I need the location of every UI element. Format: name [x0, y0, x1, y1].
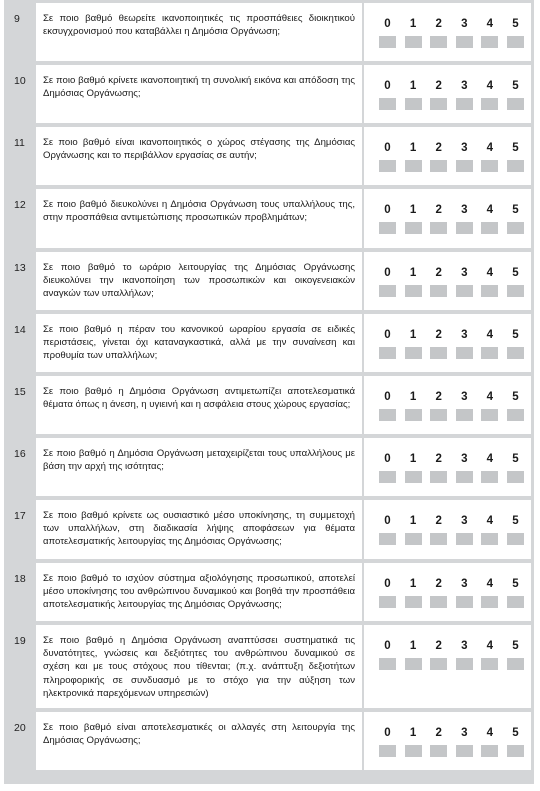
- question-number: 18: [14, 573, 26, 585]
- rating-checkbox-q13-0[interactable]: [379, 285, 396, 297]
- question-text-box: [36, 438, 362, 496]
- scale-label-0: 0: [384, 453, 391, 465]
- question-text: Σε ποιο βαθμό θεωρείτε ικανοποιητικές τις προσπάθειες διοικητικού εκσυγχρονισμού που καταβάλλει η Δημόσια Οργάνωση;: [43, 13, 355, 38]
- rating-checkbox-q12-3[interactable]: [456, 222, 473, 234]
- question-number: 14: [14, 324, 26, 336]
- scale-label-2: 2: [435, 142, 442, 154]
- rating-checkbox-q19-4[interactable]: [481, 658, 498, 670]
- rating-checkbox-q18-0[interactable]: [379, 596, 396, 608]
- rating-checkbox-q16-2[interactable]: [430, 471, 447, 483]
- question-number: 20: [14, 722, 26, 734]
- scale-label-2: 2: [435, 515, 442, 527]
- scale-checkboxes: [379, 471, 524, 483]
- rating-checkbox-q13-3[interactable]: [456, 285, 473, 297]
- scale-label-5: 5: [512, 142, 519, 154]
- rating-checkbox-q16-5[interactable]: [507, 471, 524, 483]
- rating-checkbox-q9-4[interactable]: [481, 36, 498, 48]
- question-row-10: [4, 62, 534, 123]
- scale-label-4: 4: [486, 515, 494, 527]
- question-text-box: [36, 500, 362, 559]
- rating-scale: [364, 500, 531, 559]
- questionnaire-page: [4, 0, 534, 784]
- rating-scale: [364, 314, 531, 372]
- scale-label-0: 0: [384, 578, 391, 590]
- scale-label-2: 2: [435, 267, 442, 279]
- scale-checkboxes: [379, 658, 524, 670]
- question-text-box: [36, 65, 362, 123]
- scale-label-3: 3: [461, 515, 468, 527]
- question-number: 16: [14, 448, 26, 460]
- rating-checkbox-q20-3[interactable]: [456, 745, 473, 757]
- scale-label-4: 4: [486, 80, 494, 92]
- rating-checkbox-q19-3[interactable]: [456, 658, 473, 670]
- rating-checkbox-q11-5[interactable]: [507, 160, 524, 172]
- question-number: 12: [14, 199, 26, 211]
- rating-checkbox-q20-5[interactable]: [507, 745, 524, 757]
- rating-checkbox-q15-5[interactable]: [507, 409, 524, 421]
- question-text: Σε ποιο βαθμό κρίνετε ικανοποιητική τη συνολική εικόνα και απόδοση της Δημόσιας Οργάνωσης;: [43, 75, 355, 100]
- scale-label-4: 4: [486, 142, 494, 154]
- scale-label-0: 0: [384, 267, 391, 279]
- rating-checkbox-q13-2[interactable]: [430, 285, 447, 297]
- scale-label-3: 3: [461, 727, 468, 739]
- question-row-14: [4, 311, 534, 372]
- rating-checkbox-q20-1[interactable]: [405, 745, 422, 757]
- rating-checkbox-q17-2[interactable]: [430, 533, 447, 545]
- scale-label-2: 2: [435, 453, 442, 465]
- scale-checkboxes: [379, 98, 524, 110]
- question-text: Σε ποιο βαθμό η Δημόσια Οργάνωση αναπτύσσει συστηματικά τις δυνατότητες, γνώσεις και δεξιότητες του ανθρώπινου δυναμικού σε σχέση και με τους στόχους που τίθενται; (π.χ. ανάπτυξη δεξιοτήτων πληροφορικής σε συνδυασμό με το στόχο για την αύξηση των ηλεκτρονικά παρεχόμενων υπηρεσιών): [43, 635, 355, 699]
- question-text-box: [36, 127, 362, 185]
- scale-label-2: 2: [435, 640, 442, 652]
- rating-checkbox-q15-3[interactable]: [456, 409, 473, 421]
- scale-label-4: 4: [486, 329, 494, 341]
- rating-checkbox-q20-0[interactable]: [379, 745, 396, 757]
- rating-checkbox-q17-0[interactable]: [379, 533, 396, 545]
- scale-labels: [379, 267, 524, 280]
- scale-label-1: 1: [409, 640, 417, 652]
- question-row-19: [4, 622, 534, 708]
- footer-bar: [4, 771, 534, 784]
- scale-label-4: 4: [486, 391, 494, 403]
- scale-label-5: 5: [512, 204, 519, 216]
- rating-scale: [364, 625, 531, 708]
- scale-label-1: 1: [409, 391, 417, 403]
- question-number: 19: [14, 635, 26, 647]
- rating-scale: [364, 376, 531, 434]
- rating-scale: [364, 3, 531, 61]
- rating-scale: [364, 712, 531, 770]
- scale-label-5: 5: [512, 391, 519, 403]
- rating-checkbox-q15-2[interactable]: [430, 409, 447, 421]
- scale-label-1: 1: [409, 267, 417, 279]
- scale-label-3: 3: [461, 391, 468, 403]
- scale-label-1: 1: [409, 578, 417, 590]
- rating-checkbox-q9-2[interactable]: [430, 36, 447, 48]
- rating-checkbox-q13-4[interactable]: [481, 285, 498, 297]
- scale-labels: [379, 727, 524, 740]
- rating-scale: [364, 189, 531, 248]
- rating-checkbox-q9-0[interactable]: [379, 36, 396, 48]
- scale-label-1: 1: [409, 329, 417, 341]
- rating-scale: [364, 127, 531, 185]
- scale-label-2: 2: [435, 18, 442, 30]
- scale-checkboxes: [379, 596, 524, 608]
- scale-label-3: 3: [461, 267, 468, 279]
- rating-checkbox-q18-3[interactable]: [456, 596, 473, 608]
- scale-label-5: 5: [512, 515, 519, 527]
- scale-label-2: 2: [435, 578, 442, 590]
- rating-checkbox-q15-1[interactable]: [405, 409, 422, 421]
- question-text: Σε ποιο βαθμό είναι ικανοποιητικός ο χώρος στέγασης της Δημόσιας Οργάνωσης και το περιβάλλον εργασίας σε αυτήν;: [43, 137, 355, 162]
- rating-checkbox-q14-3[interactable]: [456, 347, 473, 359]
- question-row-20: [4, 709, 534, 770]
- scale-label-4: 4: [486, 640, 494, 652]
- scale-label-2: 2: [435, 391, 442, 403]
- scale-checkboxes: [379, 533, 524, 545]
- question-number: 13: [14, 262, 26, 274]
- scale-checkboxes: [379, 347, 524, 359]
- scale-labels: [379, 515, 524, 528]
- scale-label-3: 3: [461, 80, 468, 92]
- rating-checkbox-q14-2[interactable]: [430, 347, 447, 359]
- rating-checkbox-q18-1[interactable]: [405, 596, 422, 608]
- question-text-box: [36, 3, 362, 61]
- rating-checkbox-q20-4[interactable]: [481, 745, 498, 757]
- scale-label-3: 3: [461, 640, 468, 652]
- scale-label-4: 4: [486, 267, 494, 279]
- rating-checkbox-q18-5[interactable]: [507, 596, 524, 608]
- question-text-box: [36, 314, 362, 372]
- scale-label-5: 5: [512, 640, 519, 652]
- question-text: Σε ποιο βαθμό είναι αποτελεσματικές οι αλλαγές στη λειτουργία της Δημόσιας Οργάνωσης;: [43, 722, 355, 747]
- scale-labels: [379, 391, 524, 404]
- rating-checkbox-q17-5[interactable]: [507, 533, 524, 545]
- scale-labels: [379, 578, 524, 591]
- rating-checkbox-q19-5[interactable]: [507, 658, 524, 670]
- question-text: Σε ποιο βαθμό η Δημόσια Οργάνωση αντιμετωπίζει αποτελεσματικά θέματα όπως η άνεση, η υγιεινή και η ασφάλεια στους χώρους εργασίας;: [43, 386, 355, 411]
- rating-checkbox-q9-3[interactable]: [456, 36, 473, 48]
- rating-checkbox-q10-5[interactable]: [507, 98, 524, 110]
- scale-label-1: 1: [409, 80, 417, 92]
- question-text-box: [36, 376, 362, 434]
- rating-checkbox-q12-0[interactable]: [379, 222, 396, 234]
- rating-checkbox-q17-1[interactable]: [405, 533, 422, 545]
- question-number: 11: [14, 137, 25, 149]
- question-text: Σε ποιο βαθμό η πέραν του κανονικού ωραρίου εργασία σε ειδικές περιστάσεις, γίνεται όχι καταναγκαστικά, αλλά με την συναίνεση και προθυμία των υπαλλήλων;: [43, 324, 355, 362]
- scale-label-0: 0: [384, 329, 391, 341]
- rating-checkbox-q14-1[interactable]: [405, 347, 422, 359]
- scale-label-0: 0: [384, 18, 391, 30]
- scale-label-3: 3: [461, 204, 468, 216]
- rating-scale: [364, 252, 531, 310]
- scale-label-3: 3: [461, 142, 468, 154]
- scale-label-3: 3: [461, 18, 468, 30]
- scale-label-0: 0: [384, 515, 391, 527]
- rating-scale: [364, 563, 531, 621]
- question-text-box: [36, 625, 362, 708]
- question-text: Σε ποιο βαθμό η Δημόσια Οργάνωση μεταχειρίζεται τους υπαλλήλους με βάση την αρχή της ισότητας;: [43, 448, 355, 473]
- scale-checkboxes: [379, 285, 524, 297]
- scale-label-2: 2: [435, 727, 442, 739]
- question-row-9: [4, 0, 534, 61]
- scale-labels: [379, 453, 524, 466]
- scale-label-1: 1: [409, 515, 417, 527]
- scale-checkboxes: [379, 36, 524, 48]
- scale-label-4: 4: [486, 18, 494, 30]
- scale-label-1: 1: [409, 18, 417, 30]
- question-row-18: [4, 560, 534, 621]
- scale-label-4: 4: [486, 578, 494, 590]
- rating-checkbox-q11-0[interactable]: [379, 160, 396, 172]
- rating-checkbox-q19-2[interactable]: [430, 658, 447, 670]
- question-number: 9: [14, 13, 20, 25]
- rating-checkbox-q15-0[interactable]: [379, 409, 396, 421]
- rating-checkbox-q17-3[interactable]: [456, 533, 473, 545]
- scale-label-4: 4: [486, 204, 494, 216]
- scale-label-1: 1: [409, 204, 417, 216]
- question-text-box: [36, 712, 362, 770]
- scale-labels: [379, 329, 524, 342]
- scale-checkboxes: [379, 409, 524, 421]
- scale-label-0: 0: [384, 204, 391, 216]
- question-text-box: [36, 189, 362, 248]
- question-row-15: [4, 373, 534, 434]
- scale-label-0: 0: [384, 727, 391, 739]
- scale-label-5: 5: [512, 329, 519, 341]
- question-text-box: [36, 252, 362, 310]
- rating-checkbox-q19-1[interactable]: [405, 658, 422, 670]
- scale-label-0: 0: [384, 391, 391, 403]
- scale-label-5: 5: [512, 578, 519, 590]
- question-row-11: [4, 124, 534, 185]
- rating-checkbox-q12-2[interactable]: [430, 222, 447, 234]
- scale-label-0: 0: [384, 80, 391, 92]
- rating-checkbox-q10-1[interactable]: [405, 98, 422, 110]
- rating-checkbox-q14-0[interactable]: [379, 347, 396, 359]
- question-row-17: [4, 497, 534, 559]
- scale-label-1: 1: [409, 142, 417, 154]
- question-row-12: [4, 186, 534, 248]
- scale-label-2: 2: [435, 204, 442, 216]
- rating-scale: [364, 65, 531, 123]
- question-text-box: [36, 563, 362, 621]
- rating-checkbox-q18-2[interactable]: [430, 596, 447, 608]
- scale-label-3: 3: [461, 453, 468, 465]
- question-text: Σε ποιο βαθμό κρίνετε ως ουσιαστικό μέσο υποκίνησης, τη συμμετοχή των υπαλλήλων, στη διαδικασία λήψης αποφάσεων για θέματα αποτελεσματικής λειτουργίας της Δημόσιας Οργάνωσης;: [43, 510, 355, 548]
- rating-checkbox-q13-5[interactable]: [507, 285, 524, 297]
- question-number: 17: [14, 510, 26, 522]
- rating-checkbox-q12-5[interactable]: [507, 222, 524, 234]
- question-number: 15: [14, 386, 26, 398]
- rating-checkbox-q15-4[interactable]: [481, 409, 498, 421]
- rating-checkbox-q11-4[interactable]: [481, 160, 498, 172]
- rating-checkbox-q19-0[interactable]: [379, 658, 396, 670]
- question-text: Σε ποιο βαθμό διευκολύνει η Δημόσια Οργάνωση τους υπαλλήλους της, στην προσπάθεια αντιμετώπισης προσωπικών προβλημάτων;: [43, 199, 355, 224]
- rating-checkbox-q11-2[interactable]: [430, 160, 447, 172]
- scale-label-5: 5: [512, 267, 519, 279]
- question-text: Σε ποιο βαθμό το ισχύον σύστημα αξιολόγησης προσωπικού, αποτελεί μέσο υποκίνησης του ανθρώπινου δυναμικού και βοηθά την προσπάθεια αποτελεσματικής λειτουργίας της Δημόσιας Οργάνωσης;: [43, 573, 355, 611]
- rating-checkbox-q10-2[interactable]: [430, 98, 447, 110]
- rating-checkbox-q12-1[interactable]: [405, 222, 422, 234]
- scale-labels: [379, 18, 524, 31]
- scale-labels: [379, 640, 524, 653]
- rating-checkbox-q10-3[interactable]: [456, 98, 473, 110]
- rating-checkbox-q16-0[interactable]: [379, 471, 396, 483]
- rating-checkbox-q12-4[interactable]: [481, 222, 498, 234]
- rating-checkbox-q11-1[interactable]: [405, 160, 422, 172]
- rating-checkbox-q14-5[interactable]: [507, 347, 524, 359]
- scale-checkboxes: [379, 160, 524, 172]
- scale-checkboxes: [379, 222, 524, 234]
- scale-label-0: 0: [384, 640, 391, 652]
- scale-label-4: 4: [486, 453, 494, 465]
- scale-label-1: 1: [409, 727, 417, 739]
- scale-label-2: 2: [435, 329, 442, 341]
- scale-label-2: 2: [435, 80, 442, 92]
- rating-scale: [364, 438, 531, 496]
- rating-checkbox-q14-4[interactable]: [481, 347, 498, 359]
- rating-checkbox-q16-1[interactable]: [405, 471, 422, 483]
- scale-labels: [379, 142, 524, 155]
- rating-checkbox-q10-0[interactable]: [379, 98, 396, 110]
- question-text: Σε ποιο βαθμό το ωράριο λειτουργίας της Δημόσιας Οργάνωσης διευκολύνει την ικανοποίηση των προσωπικών και οικογενειακών αναγκών των υπαλλήλων;: [43, 262, 355, 300]
- scale-label-5: 5: [512, 453, 519, 465]
- rating-checkbox-q18-4[interactable]: [481, 596, 498, 608]
- scale-label-4: 4: [486, 727, 494, 739]
- question-row-13: [4, 249, 534, 310]
- scale-checkboxes: [379, 745, 524, 757]
- scale-label-5: 5: [512, 727, 519, 739]
- scale-label-5: 5: [512, 18, 519, 30]
- rating-checkbox-q10-4[interactable]: [481, 98, 498, 110]
- rating-checkbox-q9-1[interactable]: [405, 36, 422, 48]
- rating-checkbox-q17-4[interactable]: [481, 533, 498, 545]
- scale-labels: [379, 204, 524, 217]
- rating-checkbox-q13-1[interactable]: [405, 285, 422, 297]
- scale-label-3: 3: [461, 578, 468, 590]
- question-number: 10: [14, 75, 26, 87]
- scale-label-0: 0: [384, 142, 391, 154]
- scale-labels: [379, 80, 524, 93]
- rating-checkbox-q11-3[interactable]: [456, 160, 473, 172]
- rating-checkbox-q20-2[interactable]: [430, 745, 447, 757]
- scale-label-1: 1: [409, 453, 417, 465]
- question-row-16: [4, 435, 534, 496]
- scale-label-3: 3: [461, 329, 468, 341]
- rating-checkbox-q9-5[interactable]: [507, 36, 524, 48]
- scale-label-5: 5: [512, 80, 519, 92]
- rating-checkbox-q16-4[interactable]: [481, 471, 498, 483]
- rating-checkbox-q16-3[interactable]: [456, 471, 473, 483]
